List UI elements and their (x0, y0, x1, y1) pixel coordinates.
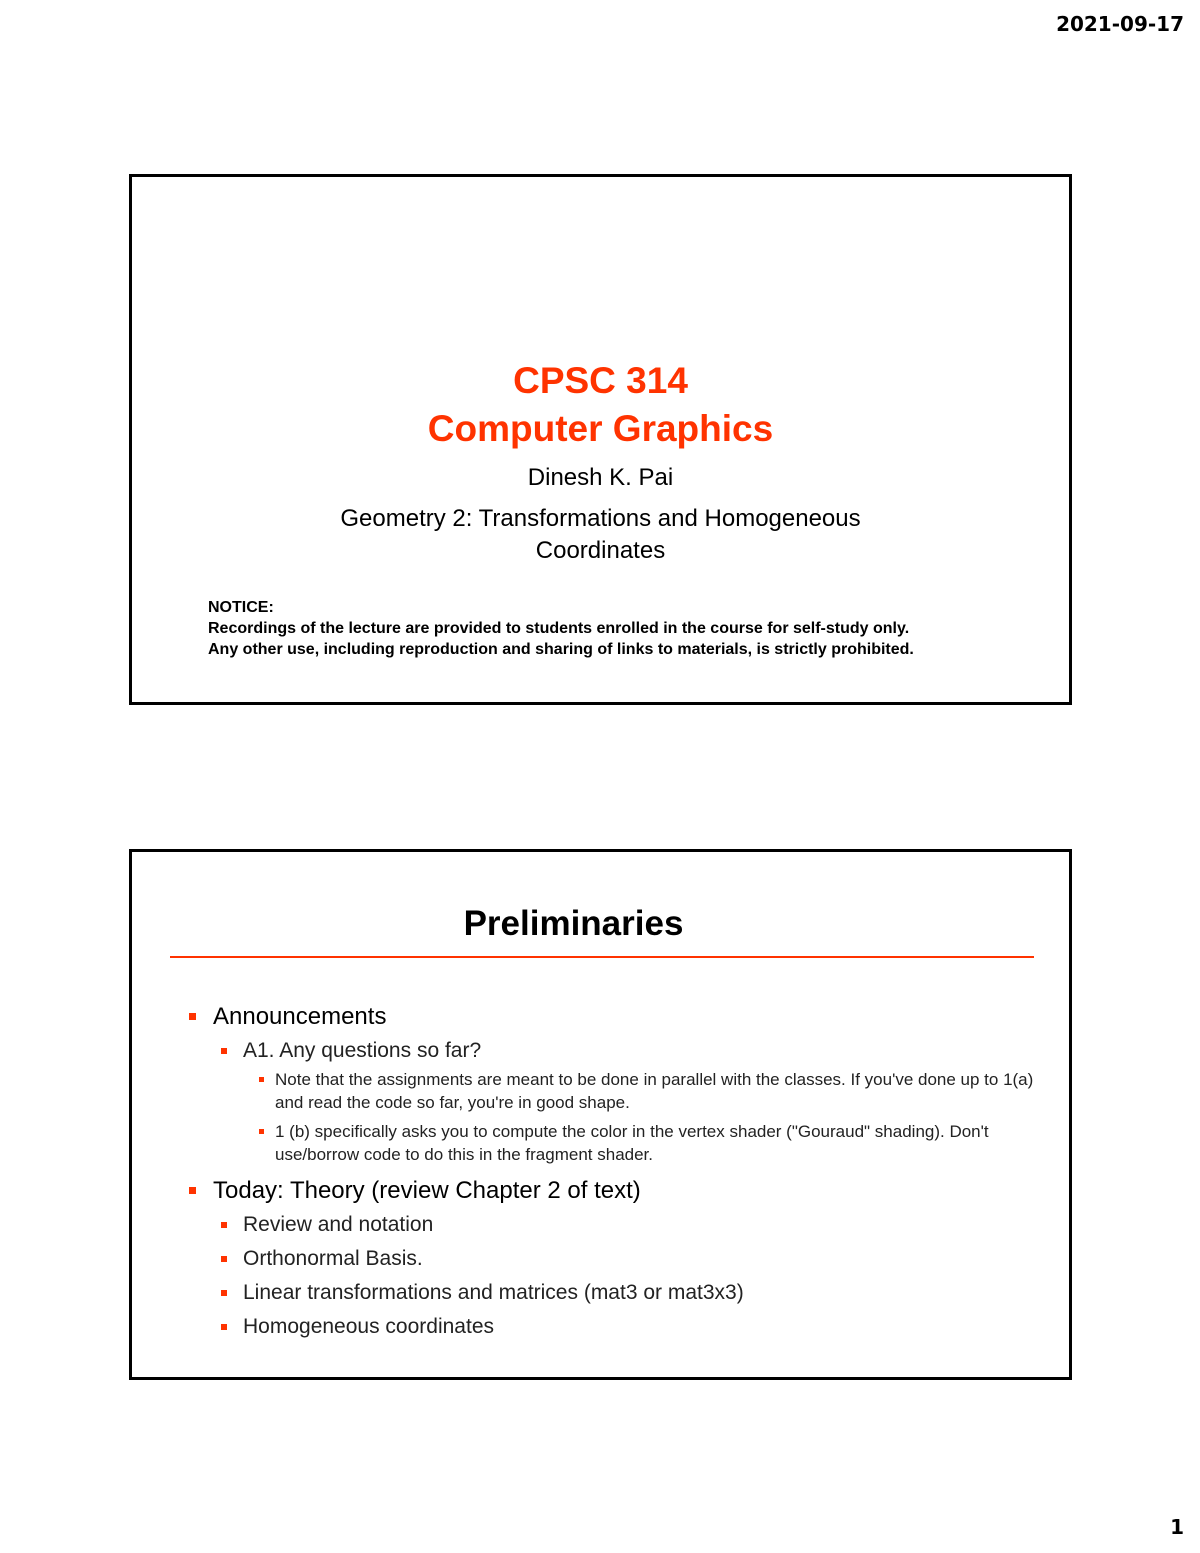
course-code: CPSC 314 (513, 360, 688, 401)
title-divider (170, 956, 1034, 958)
square-bullet-icon (189, 1187, 196, 1194)
bullet-list (187, 1000, 1047, 1344)
bullet-today (187, 1174, 1047, 1208)
notice-heading: NOTICE: (208, 599, 274, 616)
course-name: Computer Graphics (427, 408, 774, 449)
bullet-today-item (187, 1310, 1047, 1344)
notice-line-1: Recordings of the lecture are provided to students enrolled in the course for self-study only. (208, 620, 910, 637)
notice (208, 597, 1028, 660)
square-bullet-icon (259, 1129, 264, 1134)
bullet-text: Linear transformations and matrices (mat3 or mat3x3) (243, 1281, 744, 1304)
bullet-a1 (187, 1034, 1047, 1068)
bullet-text: Note that the assignments are meant to be done in parallel with the classes. If you've done up to 1(a) and read the code so far, you're in good shape. (275, 1070, 1034, 1112)
notice-line-2: Any other use, including reproduction and sharing of links to materials, is strictly prohibited. (208, 641, 914, 658)
square-bullet-icon (259, 1077, 264, 1082)
bullet-text: Announcements (213, 1003, 387, 1030)
slide-title: Preliminaries (463, 904, 684, 943)
bullet-note-1 (187, 1068, 1047, 1114)
page-date: 2021-09-17 (1056, 12, 1184, 36)
square-bullet-icon (221, 1290, 227, 1296)
bullet-today-item (187, 1208, 1047, 1242)
square-bullet-icon (221, 1324, 227, 1330)
square-bullet-icon (221, 1222, 227, 1228)
bullet-text: 1 (b) specifically asks you to compute the color in the vertex shader ("Gouraud" shading). Don't use/borrow code to do this in the fragment shader. (275, 1122, 989, 1164)
square-bullet-icon (189, 1013, 196, 1020)
preliminaries-slide (129, 849, 1072, 1380)
bullet-text: Today: Theory (review Chapter 2 of text) (213, 1177, 641, 1204)
square-bullet-icon (221, 1256, 227, 1262)
bullet-announcements (187, 1000, 1047, 1034)
bullet-note-2 (187, 1120, 1047, 1166)
lecture-title: Geometry 2: Transformations and Homogeneous Coordinates (340, 505, 861, 564)
bullet-text: Review and notation (243, 1213, 434, 1236)
bullet-today-item (187, 1276, 1047, 1310)
bullet-today-item (187, 1242, 1047, 1276)
page-number: 1 (1170, 1515, 1184, 1539)
title-slide (129, 174, 1072, 705)
bullet-text: A1. Any questions so far? (243, 1039, 482, 1062)
bullet-text: Homogeneous coordinates (243, 1315, 494, 1338)
author-name: Dinesh K. Pai (527, 464, 674, 491)
square-bullet-icon (221, 1048, 227, 1054)
title-block (132, 357, 1069, 567)
bullet-text: Orthonormal Basis. (243, 1247, 423, 1270)
